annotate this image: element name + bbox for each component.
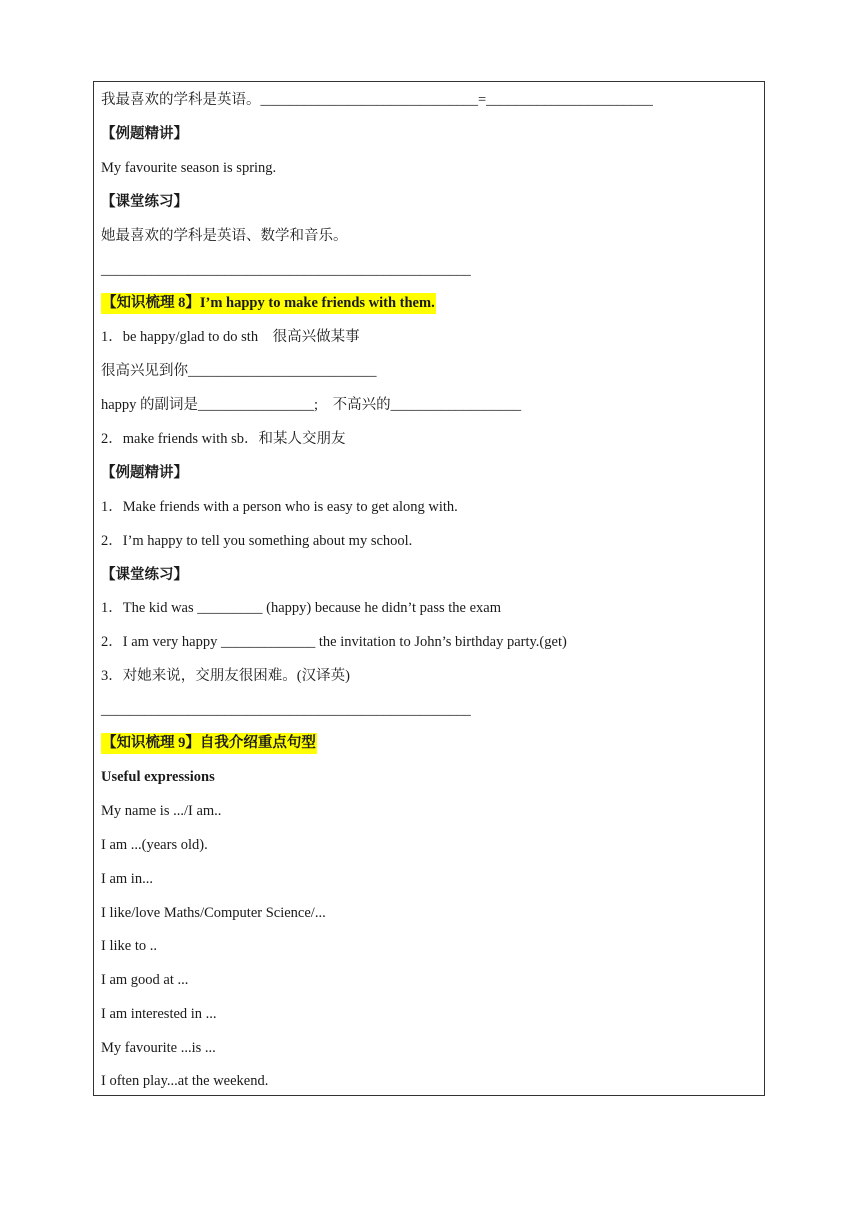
knowledge-heading-8-highlight: 【知识梳理 8】I’m happy to make friends with them. bbox=[101, 293, 436, 314]
phrase-item-2: 2．make friends with sb．和某人交朋友 bbox=[101, 431, 346, 447]
knowledge-heading-9 bbox=[101, 733, 317, 753]
expression-item: I like/love Maths/Computer Science/... bbox=[101, 905, 326, 921]
practice-prompt: 她最喜欢的学科是英语、数学和音乐。 bbox=[101, 228, 348, 244]
expression-item: My name is .../I am.. bbox=[101, 803, 222, 819]
knowledge-heading-8 bbox=[101, 293, 436, 313]
translation-exercise-line: 我最喜欢的学科是英语。______________________________=_______________________ bbox=[101, 92, 653, 108]
answer-blank-line: ___________________________________________________ bbox=[101, 262, 471, 278]
fill-in-line: 很高兴见到你__________________________ bbox=[101, 363, 377, 379]
answer-blank-line: ___________________________________________________ bbox=[101, 702, 471, 718]
practice-item: 3．对她来说，交朋友很困难。(汉译英) bbox=[101, 668, 350, 684]
section-heading-practice: 【课堂练习】 bbox=[101, 194, 188, 210]
practice-item: 2．I am very happy _____________ the invitation to John’s birthday party.(get) bbox=[101, 634, 567, 650]
expression-item: I often play...at the weekend. bbox=[101, 1073, 269, 1089]
example-sentence: 2．I’m happy to tell you something about my school. bbox=[101, 533, 413, 549]
expression-item: I am in... bbox=[101, 871, 153, 887]
useful-expressions-heading: Useful expressions bbox=[101, 769, 215, 785]
expression-item: I like to .. bbox=[101, 938, 157, 954]
example-sentence: My favourite season is spring. bbox=[101, 160, 277, 176]
expression-item: My favourite ...is ... bbox=[101, 1040, 216, 1056]
fill-in-line: happy 的副词是________________; 不高兴的__________________ bbox=[101, 397, 522, 413]
practice-item: 1．The kid was _________ (happy) because he didn’t pass the exam bbox=[101, 600, 501, 616]
expression-item: I am ...(years old). bbox=[101, 837, 208, 853]
section-heading-practice: 【课堂练习】 bbox=[101, 567, 188, 583]
phrase-item-1: 1．be happy/glad to do sth 很高兴做某事 bbox=[101, 329, 360, 345]
knowledge-heading-9-highlight: 【知识梳理 9】自我介绍重点句型 bbox=[101, 733, 317, 754]
section-heading-example: 【例题精讲】 bbox=[101, 465, 188, 481]
expression-item: I am good at ... bbox=[101, 972, 189, 988]
example-sentence: 1．Make friends with a person who is easy to get along with. bbox=[101, 499, 458, 515]
section-heading-example: 【例题精讲】 bbox=[101, 126, 188, 142]
expression-item: I am interested in ... bbox=[101, 1006, 217, 1022]
